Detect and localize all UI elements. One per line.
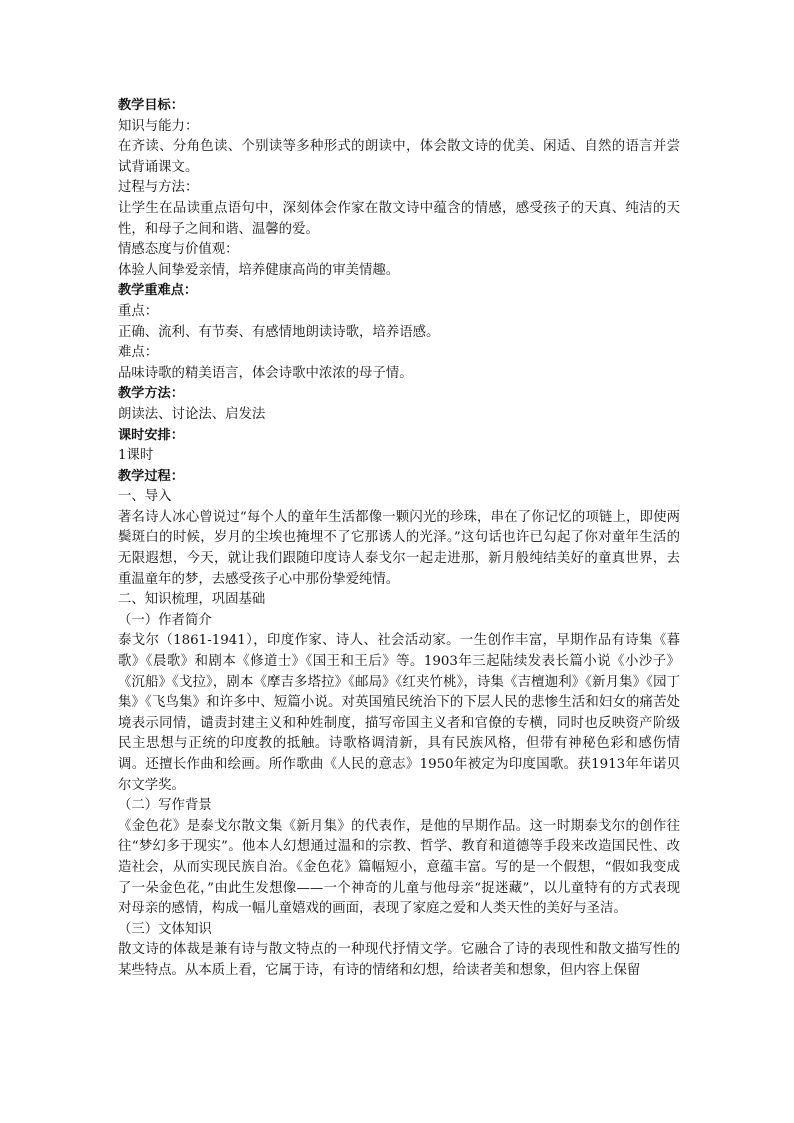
paragraph-knowledge-ability: 在齐读、分角色读、个别读等多种形式的朗读中，体会散文诗的优美、闲适、自然的语言并尝试背诵课文。 — [118, 139, 680, 175]
paragraph-author-intro: 泰戈尔（1861-1941），印度作家、诗人、社会活动家。一生创作丰富，早期作品有诗集《暮歌》《晨歌》和剧本《修道士》《国王和王后》等。1903年三起陆续发表长篇小说《小沙子》《沉船》《戈拉》，剧本《摩吉多塔拉》《邮局》《红夹竹桃》，诗集《吉檀迦利》《新月集》《园丁集》《飞鸟集》和许多中、短篇小说。对英国殖民统治下的下层人民的悲惨生活和妇女的痛苦处境表示同情，谴责封建主义和种姓制度，描写帝国主义者和官僚的专横，同时也反映资产阶级民主思想与正统的印度教的抵触。诗歌格调清新，具有民族风格，但带有神秘色彩和感伤情调。还擅长作曲和绘画。所作歌曲《人民的意志》1950年被定为印度国歌。获1913年年诺贝尔文学奖。 — [118, 633, 680, 793]
document-page — [118, 96, 680, 982]
paragraph-genre-knowledge: 散文诗的体裁是兼有诗与散文特点的一种现代抒情文学。它融合了诗的表现性和散文描写性的某些特点。从本质上看，它属于诗，有诗的情绪和幻想，给读者美和想象，但内容上保留 — [118, 942, 680, 978]
paragraph-emotion-values: 体验人间挚爱亲情，培养健康高尚的审美情趣。 — [118, 262, 400, 278]
paragraph-key-point: 正确、流利、有节奏、有感情地朗读诗歌，培养语感。 — [118, 324, 440, 340]
subheading-difficult-point: 难点： — [118, 345, 159, 361]
paragraph-difficult-point: 品味诗歌的精美语言，体会诗歌中浓浓的母子情。 — [118, 365, 413, 381]
heading-teaching-process: 教学过程： — [118, 468, 184, 484]
section-knowledge-review: 二、知识梳理，巩固基础 — [118, 592, 266, 608]
paragraph-class-schedule: 1课时 — [118, 448, 154, 464]
heading-key-difficult-points: 教学重难点： — [118, 283, 198, 299]
subsection-author-intro: （一）作者简介 — [118, 612, 212, 628]
subheading-emotion-values: 情感态度与价值观： — [118, 242, 239, 258]
subheading-key-point: 重点： — [118, 303, 159, 319]
section-introduction: 一、导入 — [118, 489, 172, 505]
subsection-genre-knowledge: （三）文体知识 — [118, 921, 212, 937]
paragraph-introduction: 著名诗人冰心曾说过“每个人的童年生活都像一颗闪光的珍珠，串在了你记忆的项链上，即使两鬓斑白的时候，岁月的尘埃也掩埋不了它那诱人的光泽。”这句话也许已勾起了你对童年生活的无限遐想，今天，就让我们跟随印度诗人泰戈尔一起走进那，新月般纯结美好的童真世界，去重温童年的梦，去感受孩子心中那份挚爱纯情。 — [118, 509, 680, 587]
subsection-writing-background: （二）写作背景 — [118, 798, 212, 814]
heading-teaching-methods: 教学方法： — [118, 386, 184, 402]
paragraph-process-method: 让学生在品读重点语句中，深刻体会作家在散文诗中蕴含的情感，感受孩子的天真、纯洁的天性，和母子之间和谐、温馨的爱。 — [118, 200, 680, 237]
heading-class-schedule: 课时安排： — [118, 427, 184, 443]
paragraph-teaching-methods: 朗读法、讨论法、启发法 — [118, 406, 266, 422]
subheading-knowledge-ability: 知识与能力： — [118, 118, 199, 134]
paragraph-writing-background: 《金色花》是泰戈尔散文集《新月集》的代表作，是他的早期作品。这一时期泰戈尔的创作往往“梦幻多于现实”。他本人幻想通过温和的宗教、哲学、教育和道德等手段来改造国民性、改造社会，从而实现民族自治。《金色花》篇幅短小，意蕴丰富。写的是一个假想，“假如我变成了一朵金色花，”由此生发想像——一个神奇的儿童与他母亲“捉迷藏”，以儿童特有的方式表现对母亲的感情，构成一幅儿童嬉戏的画面，表现了家庭之爱和人类天性的美好与圣洁。 — [118, 818, 680, 917]
subheading-process-method: 过程与方法： — [118, 180, 199, 196]
heading-teaching-goals: 教学目标： — [118, 98, 184, 113]
